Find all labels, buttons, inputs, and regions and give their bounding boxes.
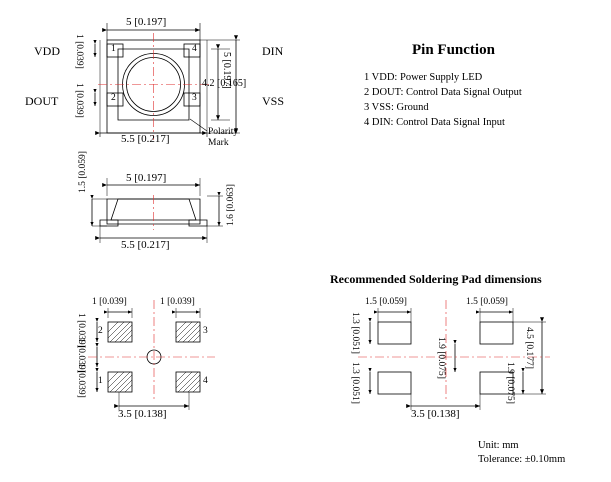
pin-function-item-1: 1 VDD: Power Supply LED [364, 72, 483, 83]
bottom-view-pad-4: 4 [203, 376, 208, 386]
top-view-pin-1: 1 [111, 44, 116, 54]
soldering-pad-height-bottom-left: 1.3 [0.051] [350, 362, 360, 404]
soldering-pad-height-top-left: 1.3 [0.051] [350, 312, 360, 354]
bottom-view-pad-width-right: 1 [0.039] [160, 297, 195, 307]
top-view-pin-2: 2 [111, 93, 116, 103]
top-view-pin-3: 3 [192, 93, 197, 103]
soldering-pad-gap-vertical: 1.9 [0.075] [436, 337, 446, 379]
bottom-view-pad-2: 2 [98, 326, 103, 336]
soldering-pad-title: Recommended Soldering Pad dimensions [330, 272, 542, 286]
bottom-view-pad-1: 1 [98, 376, 103, 386]
pin-function-item-3: 3 VSS: Ground [364, 102, 429, 113]
bottom-view-pad-width-left: 1 [0.039] [92, 297, 127, 307]
signal-label-vdd: VDD [34, 44, 60, 58]
side-view-right-dimension: 1.6 [0.063] [226, 184, 236, 226]
bottom-view-pad-3: 3 [203, 326, 208, 336]
bottom-view-width-dimension: 3.5 [0.138] [118, 408, 167, 420]
soldering-pad-width-left: 1.5 [0.059] [365, 297, 407, 307]
signal-label-din: DIN [262, 44, 284, 58]
top-view-left-dim-lower: 1 [0.039] [74, 83, 84, 118]
soldering-pad-width-right: 1.5 [0.059] [466, 297, 508, 307]
tolerance-note: Tolerance: ±0.10mm [478, 454, 566, 465]
top-view-outer-height-dimension: 5 [0.197] [221, 52, 232, 89]
top-view-left-dim-upper: 1 [0.039] [74, 34, 84, 69]
signal-label-vss: VSS [262, 94, 285, 108]
side-view-left-dimension: 1.5 [0.059] [78, 151, 88, 193]
signal-label-dout: DOUT [25, 94, 59, 108]
bottom-view-left-dim-upper: 1 [0.039] [76, 313, 86, 348]
top-view-top-dimension: 5 [0.197] [126, 16, 167, 28]
polarity-note-line2: Mark [208, 138, 229, 148]
pin-function-item-4: 4 DIN: Control Data Signal Input [364, 117, 505, 128]
side-view-bottom-dimension: 5.5 [0.217] [121, 239, 170, 251]
unit-note: Unit: mm [478, 440, 519, 451]
soldering-pad-span-width: 3.5 [0.138] [411, 408, 460, 420]
top-view-bottom-dimension: 5.5 [0.217] [121, 133, 170, 145]
bottom-view-left-dim-lower: 1 [0.039] [76, 363, 86, 398]
pin-function-list [364, 70, 522, 130]
polarity-note-line1: Polarity [208, 127, 239, 137]
side-view-top-dimension: 5 [0.197] [126, 172, 167, 184]
bottom-view-left-dim-mid: 1 [0.039] [76, 338, 86, 373]
soldering-pad-span-lower: 1.9 [0.075] [505, 362, 515, 404]
pin-function-title: Pin Function [412, 42, 495, 58]
top-view-pin-4: 4 [192, 44, 197, 54]
top-view-inner-height-dimension: 4.2 [0.165] [202, 78, 247, 89]
pin-function-item-2: 2 DOUT: Control Data Signal Output [364, 87, 522, 98]
soldering-pad-total-height: 4.5 [0.177] [524, 327, 534, 369]
